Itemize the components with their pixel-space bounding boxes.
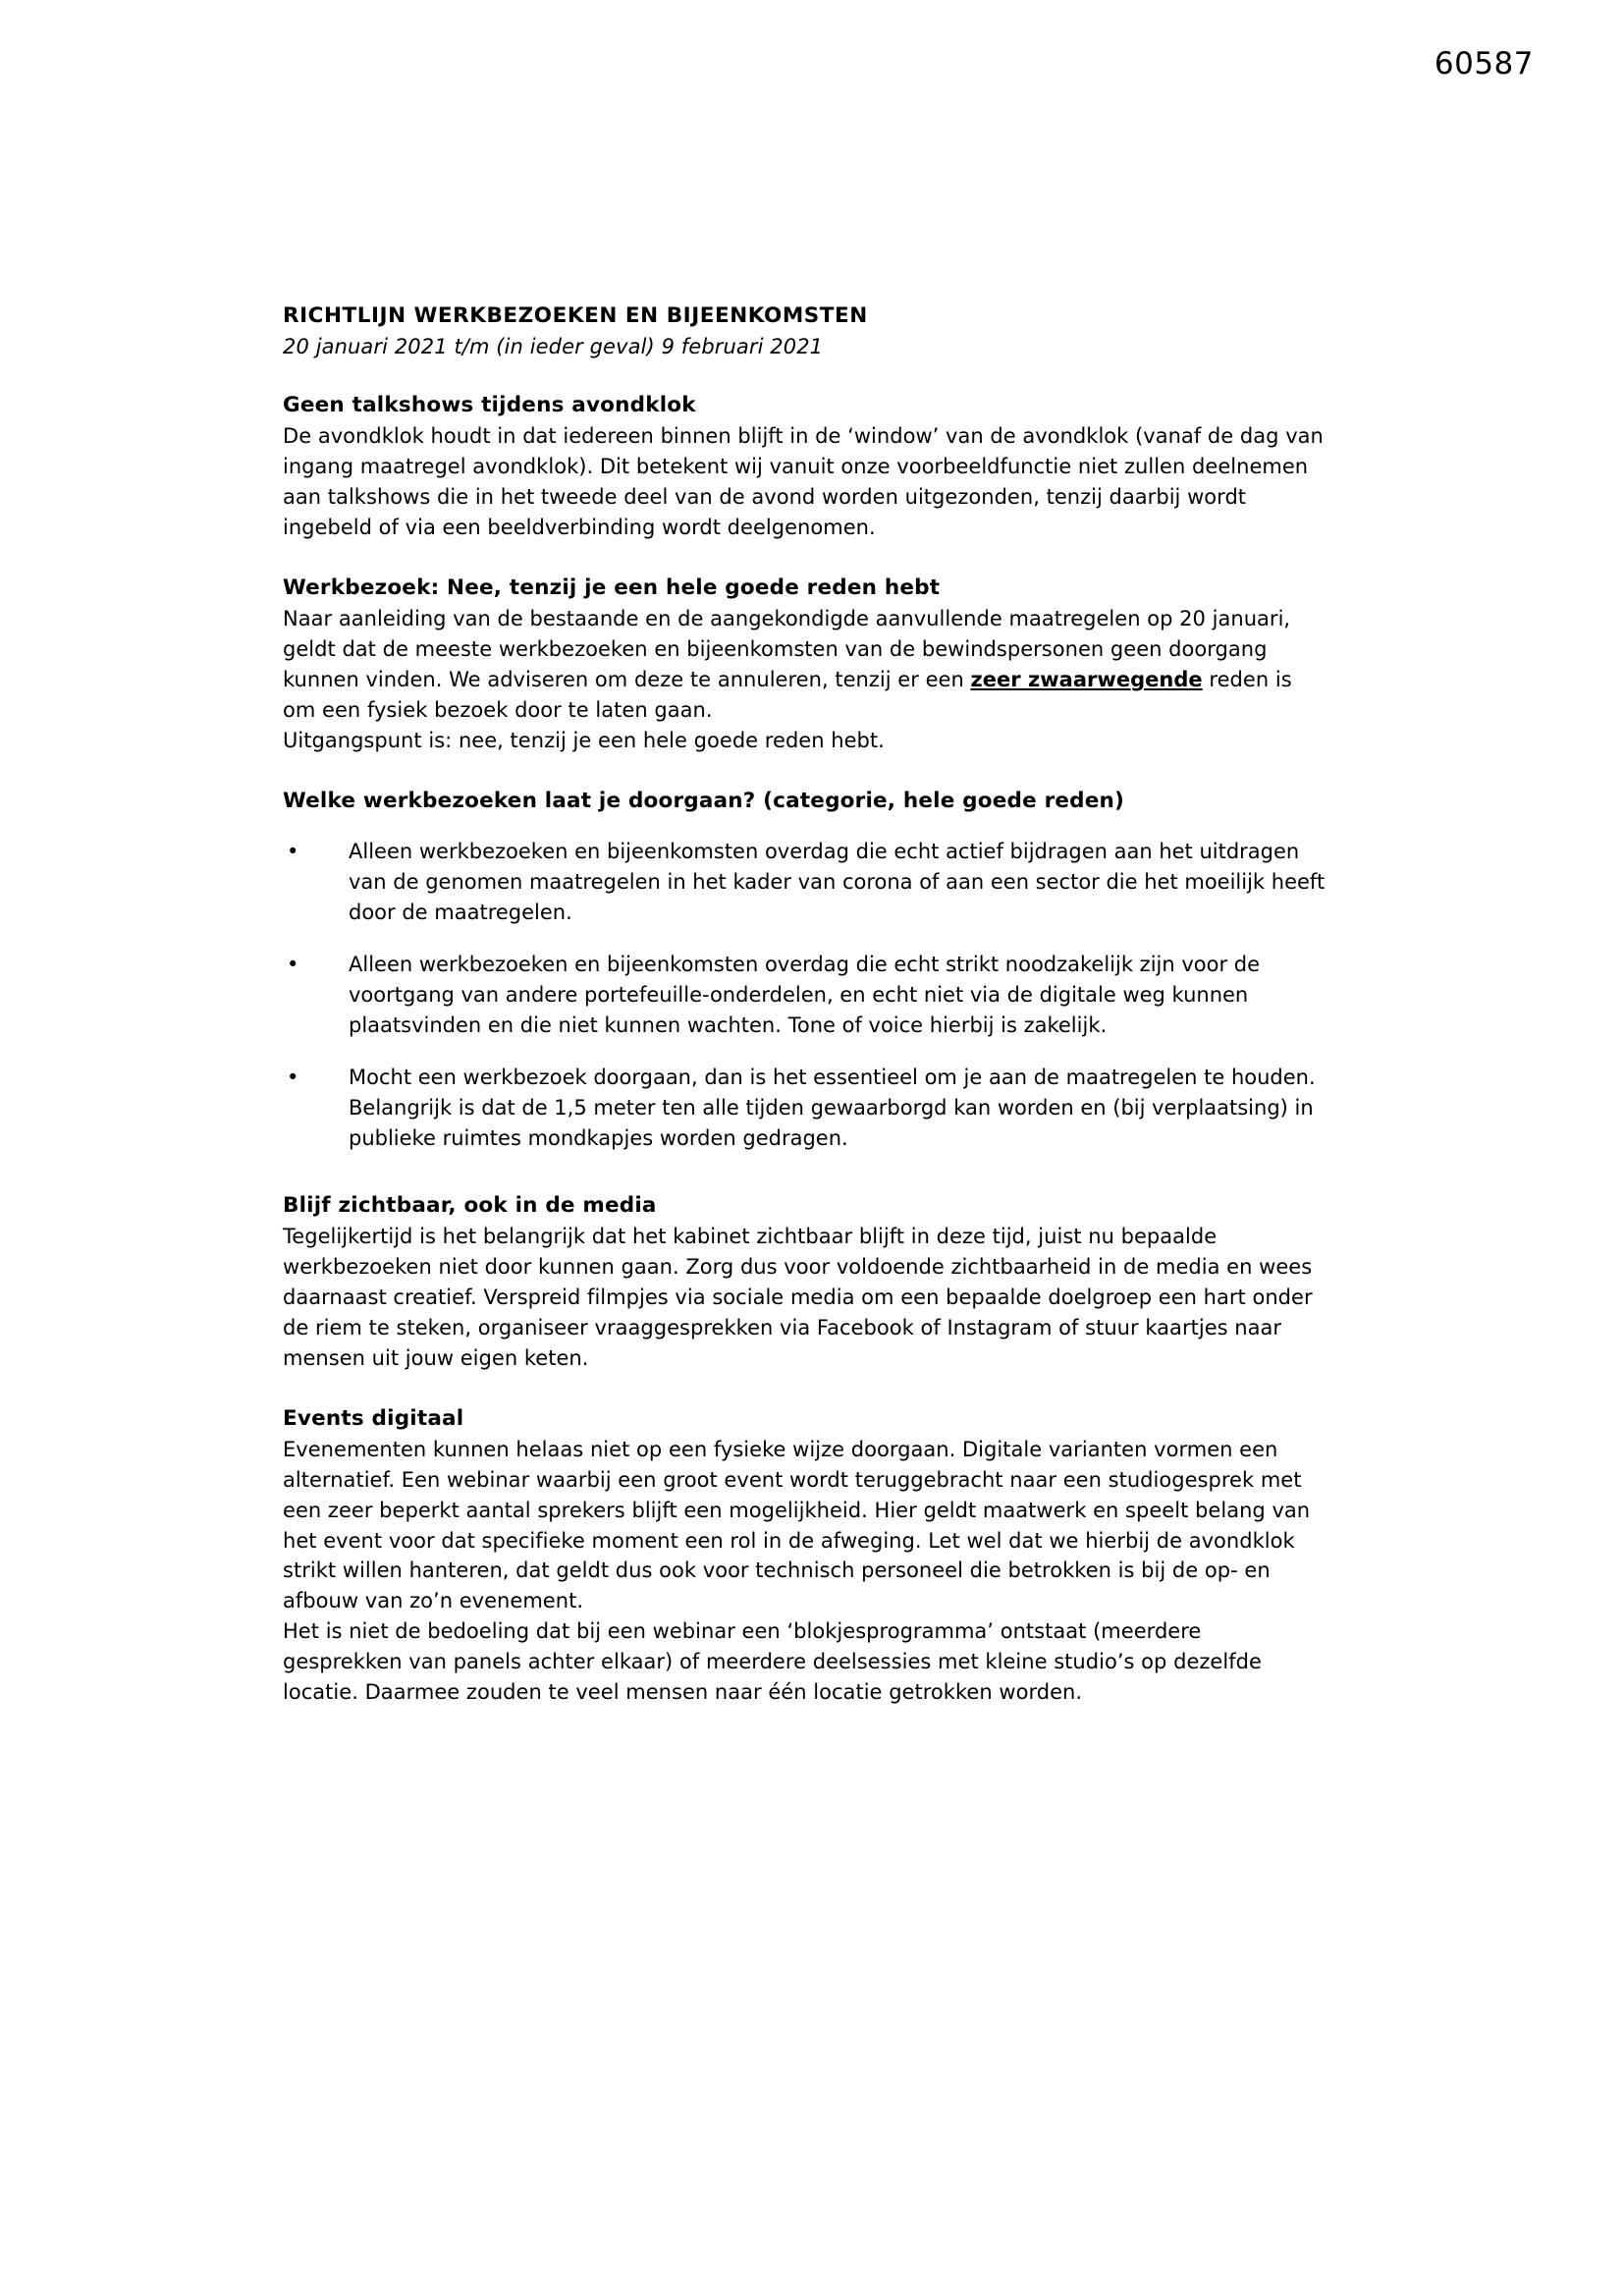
list-item-text: Alleen werkbezoeken en bijeenkomsten overdag die echt strikt noodzakelijk zijn voor de voortgang van andere portefeuille-onderdelen, en echt niet via de digitale weg kunnen plaatsvinden en die niet kunnen wachten. Tone of voice hierbij is zakelijk.: [349, 952, 1261, 1037]
section-heading-blijf-zichtbaar: Blijf zichtbaar, ook in de media: [283, 1192, 657, 1218]
bullet-icon: •: [287, 840, 299, 863]
document-title: RICHTLIJN WERKBEZOEKEN EN BIJEENKOMSTEN: [283, 303, 868, 328]
list-item: [283, 1063, 1326, 1154]
werkbezoek-text-part2: reden is om een fysiek bezoek door te laten gaan.: [283, 668, 1292, 723]
werkbezoek-text-part1: Naar aanleiding van de bestaande en de aangekondigde aanvullende maatregelen op 20 januari, geldt dat de meeste werkbezoeken en bijeenkomsten van de bewindspersonen geen doorgang kunnen vinden. We adviseren om deze te annuleren, tenzij er een: [283, 607, 1291, 692]
list-item-text: Alleen werkbezoeken en bijeenkomsten overdag die echt actief bijdragen aan het uitdragen van de genomen maatregelen in het kader van corona of aan een sector die het moeilijk heeft door de maatregelen.: [349, 840, 1326, 924]
section-welke-werkbezoeken: [283, 787, 1326, 1154]
document-content: [283, 302, 1326, 1708]
section-blijf-zichtbaar: [283, 1191, 1326, 1374]
section-paragraph-werkbezoek: [283, 604, 1326, 726]
document-subtitle: 20 januari 2021 t/m (in ieder geval) 9 februari 2021: [283, 334, 824, 358]
section-closing-werkbezoek: Uitgangspunt is: nee, tenzij je een hele goede reden hebt.: [283, 729, 885, 753]
bullet-icon: •: [287, 1065, 299, 1089]
section-paragraph-talkshows: De avondklok houdt in dat iedereen binnen blijft in de ‘window’ van de avondklok (vanaf de dag van ingang maatregel avondklok). Dit betekent wij vanuit onze voorbeeldfunctie niet zullen deelnemen aan talkshows die in het tweede deel van de avond worden uitgezonden, tenzij daarbij wordt ingebeld of via een beeldverbinding wordt deelgenomen.: [283, 424, 1324, 540]
section-talkshows: [283, 391, 1326, 543]
section-heading-events-digitaal: Events digitaal: [283, 1405, 464, 1431]
list-item: [283, 950, 1326, 1041]
page-number: 60587: [1434, 46, 1534, 82]
section-heading-werkbezoek: Werkbezoek: Nee, tenzij je een hele goede reden hebt: [283, 575, 941, 601]
bullet-icon: •: [287, 952, 299, 976]
list-item: [283, 837, 1326, 928]
section-heading-welke-werkbezoeken: Welke werkbezoeken laat je doorgaan? (categorie, hele goede reden): [283, 788, 1125, 813]
section-heading-talkshows: Geen talkshows tijdens avondklok: [283, 393, 696, 418]
section-paragraph-events-digitaal-2: Het is niet de bedoeling dat bij een webinar een ‘blokjesprogramma’ ontstaat (meerdere gesprekken van panels achter elkaar) of meerdere deelsessies met kleine studio’s op dezelfde locatie. Daarmee zouden te veel mensen naar één locatie getrokken worden.: [283, 1619, 1262, 1705]
section-events-digitaal: [283, 1404, 1326, 1709]
werkbezoeken-bullet-list: [283, 837, 1326, 1154]
list-item-text: Mocht een werkbezoek doorgaan, dan is het essentieel om je aan de maatregelen te houden. Belangrijk is dat de 1,5 meter ten alle tijden gewaarborgd kan worden en (bij verplaatsing) in publieke ruimtes mondkapjes worden gedragen.: [349, 1065, 1316, 1150]
werkbezoek-emphasis: zeer zwaarwegende: [970, 668, 1203, 692]
section-paragraph-blijf-zichtbaar: Tegelijkertijd is het belangrijk dat het kabinet zichtbaar blijft in deze tijd, juist nu bepaalde werkbezoeken niet door kunnen gaan. Zorg dus voor voldoende zichtbaarheid in de media en wees daarnaast creatief. Verspreid filmpjes via sociale media om een bepaalde doelgroep een hart onder de riem te steken, organiseer vraaggesprekken via Facebook of Instagram of stuur kaartjes naar mensen uit jouw eigen keten.: [283, 1224, 1313, 1370]
section-werkbezoek: [283, 574, 1326, 756]
section-paragraph-events-digitaal-1: Evenementen kunnen helaas niet op een fysieke wijze doorgaan. Digitale varianten vormen een alternatief. Een webinar waarbij een groot event wordt teruggebracht naar een studiogesprek met een zeer beperkt aantal sprekers blijft een mogelijkheid. Hier geldt maatwerk en speelt belang van het event voor dat specifieke moment een rol in de afweging. Let wel dat we hierbij de avondklok strikt willen hanteren, dat geldt dus ook voor technisch personeel die betrokken is bij de op- en afbouw van zo’n evenement.: [283, 1437, 1311, 1613]
